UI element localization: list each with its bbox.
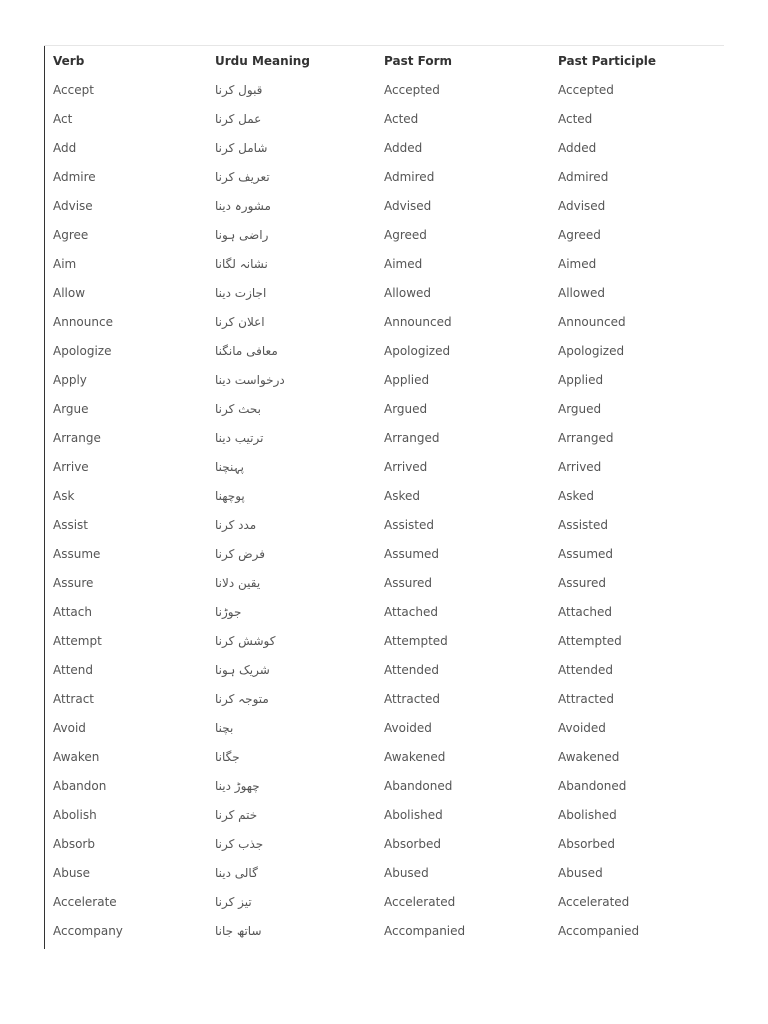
urdu-text: پوچھنا xyxy=(215,488,245,503)
cell-urdu-meaning xyxy=(215,423,384,452)
table-row xyxy=(53,510,718,539)
table-row xyxy=(53,858,718,887)
urdu-text: معافی مانگنا xyxy=(215,343,278,358)
urdu-text: قبول کرنا xyxy=(215,82,263,97)
cell-past-form: Asked xyxy=(384,488,420,503)
urdu-text: کوشش کرنا xyxy=(215,633,276,648)
table-row xyxy=(53,539,718,568)
cell-past-participle: Asked xyxy=(558,488,594,503)
cell-past-form: Assumed xyxy=(384,546,440,561)
table-row xyxy=(53,104,718,133)
table-row xyxy=(53,133,718,162)
cell-urdu-meaning xyxy=(215,829,384,858)
cell-verb: Abandon xyxy=(53,778,107,793)
cell-urdu-meaning xyxy=(215,568,384,597)
cell-verb: Announce xyxy=(53,314,113,329)
cell-past-form: Announced xyxy=(384,314,452,329)
cell-verb: Accelerate xyxy=(53,894,117,909)
urdu-text: ختم کرنا xyxy=(215,807,258,822)
table-row xyxy=(53,771,718,800)
cell-urdu-meaning xyxy=(215,104,384,133)
urdu-text: جگانا xyxy=(215,749,240,764)
cell-verb: Add xyxy=(53,140,77,155)
cell-past-participle: Abolished xyxy=(558,807,617,822)
cell-past-form: Attempted xyxy=(384,633,448,648)
cell-urdu-meaning xyxy=(215,510,384,539)
cell-urdu-meaning xyxy=(215,307,384,336)
table-row xyxy=(53,655,718,684)
header-verb: Verb xyxy=(53,53,85,68)
cell-verb: Ask xyxy=(53,488,75,503)
cell-past-form: Attracted xyxy=(384,691,440,706)
table-row xyxy=(53,394,718,423)
cell-verb: Advise xyxy=(53,198,93,213)
cell-urdu-meaning xyxy=(215,249,384,278)
cell-verb: Apologize xyxy=(53,343,112,358)
cell-urdu-meaning xyxy=(215,481,384,510)
cell-past-form: Awakened xyxy=(384,749,446,764)
cell-past-form: Added xyxy=(384,140,423,155)
cell-verb: Aim xyxy=(53,256,77,271)
cell-past-participle: Attracted xyxy=(558,691,614,706)
cell-past-form: Accompanied xyxy=(384,923,466,938)
cell-urdu-meaning xyxy=(215,336,384,365)
cell-past-form: Apologized xyxy=(384,343,451,358)
cell-urdu-meaning xyxy=(215,916,384,945)
table-row xyxy=(53,684,718,713)
cell-urdu-meaning xyxy=(215,220,384,249)
verb-forms-table xyxy=(53,46,718,945)
cell-past-participle: Awakened xyxy=(558,749,620,764)
cell-urdu-meaning xyxy=(215,133,384,162)
cell-verb: Accept xyxy=(53,82,94,97)
cell-urdu-meaning xyxy=(215,800,384,829)
urdu-text: مشورہ دینا xyxy=(215,198,271,213)
cell-past-form: Absorbed xyxy=(384,836,441,851)
cell-verb: Avoid xyxy=(53,720,86,735)
cell-past-participle: Acted xyxy=(558,111,593,126)
table-row xyxy=(53,336,718,365)
urdu-text: تیز کرنا xyxy=(215,894,252,909)
cell-verb: Awaken xyxy=(53,749,100,764)
urdu-text: چھوڑ دینا xyxy=(215,778,260,793)
cell-past-form: Aimed xyxy=(384,256,423,271)
urdu-text: جوڑنا xyxy=(215,604,242,619)
cell-verb: Argue xyxy=(53,401,89,416)
cell-past-form: Avoided xyxy=(384,720,432,735)
header-past-form: Past Form xyxy=(384,53,453,68)
cell-verb: Arrive xyxy=(53,459,89,474)
urdu-text: متوجہ کرنا xyxy=(215,691,269,706)
table-row xyxy=(53,713,718,742)
cell-past-participle: Abandoned xyxy=(558,778,627,793)
cell-verb: Act xyxy=(53,111,73,126)
cell-urdu-meaning xyxy=(215,684,384,713)
cell-verb: Absorb xyxy=(53,836,95,851)
cell-urdu-meaning xyxy=(215,452,384,481)
cell-past-participle: Accelerated xyxy=(558,894,630,909)
cell-urdu-meaning xyxy=(215,713,384,742)
table-row xyxy=(53,887,718,916)
header-urdu-meaning: Urdu Meaning xyxy=(215,53,310,68)
table-row xyxy=(53,75,718,104)
urdu-text: درخواست دینا xyxy=(215,372,285,387)
cell-past-form: Accelerated xyxy=(384,894,456,909)
cell-past-form: Attended xyxy=(384,662,440,677)
urdu-text: تعریف کرنا xyxy=(215,169,270,184)
cell-verb: Agree xyxy=(53,227,89,242)
cell-past-form: Argued xyxy=(384,401,428,416)
cell-past-form: Acted xyxy=(384,111,419,126)
table-row xyxy=(53,423,718,452)
cell-verb: Allow xyxy=(53,285,86,300)
table-row xyxy=(53,597,718,626)
cell-urdu-meaning xyxy=(215,858,384,887)
cell-past-form: Applied xyxy=(384,372,430,387)
cell-urdu-meaning xyxy=(215,75,384,104)
cell-past-participle: Admired xyxy=(558,169,609,184)
header-past-participle: Past Participle xyxy=(558,53,657,68)
cell-past-participle: Added xyxy=(558,140,597,155)
cell-past-participle: Allowed xyxy=(558,285,606,300)
table-row xyxy=(53,220,718,249)
table-row xyxy=(53,916,718,945)
cell-urdu-meaning xyxy=(215,626,384,655)
cell-past-participle: Accepted xyxy=(558,82,614,97)
urdu-text: نشانہ لگانا xyxy=(215,256,268,271)
cell-past-participle: Aimed xyxy=(558,256,597,271)
cell-verb: Attend xyxy=(53,662,94,677)
cell-verb: Admire xyxy=(53,169,96,184)
urdu-text: عمل کرنا xyxy=(215,111,262,126)
cell-past-participle: Arranged xyxy=(558,430,614,445)
urdu-text: اعلان کرنا xyxy=(215,314,265,329)
cell-urdu-meaning xyxy=(215,771,384,800)
table-row xyxy=(53,365,718,394)
cell-past-participle: Assumed xyxy=(558,546,614,561)
header-row xyxy=(53,46,718,75)
cell-past-participle: Applied xyxy=(558,372,604,387)
urdu-text: شریک ہونا xyxy=(215,662,270,677)
cell-past-participle: Advised xyxy=(558,198,606,213)
cell-verb: Arrange xyxy=(53,430,101,445)
urdu-text: اجازت دینا xyxy=(215,285,267,300)
cell-past-participle: Avoided xyxy=(558,720,606,735)
cell-past-participle: Attempted xyxy=(558,633,622,648)
cell-urdu-meaning xyxy=(215,887,384,916)
cell-urdu-meaning xyxy=(215,365,384,394)
cell-urdu-meaning xyxy=(215,278,384,307)
cell-verb: Accompany xyxy=(53,923,123,938)
table-row xyxy=(53,191,718,220)
cell-past-form: Abused xyxy=(384,865,429,880)
cell-past-form: Agreed xyxy=(384,227,427,242)
cell-verb: Attach xyxy=(53,604,92,619)
table-row xyxy=(53,626,718,655)
cell-past-form: Attached xyxy=(384,604,438,619)
urdu-text: ساتھ جانا xyxy=(215,923,262,938)
table-row xyxy=(53,162,718,191)
cell-past-participle: Assured xyxy=(558,575,606,590)
cell-past-form: Arranged xyxy=(384,430,440,445)
urdu-text: پہنچنا xyxy=(215,459,245,474)
cell-past-participle: Announced xyxy=(558,314,626,329)
cell-past-form: Abandoned xyxy=(384,778,453,793)
table-row xyxy=(53,249,718,278)
cell-urdu-meaning xyxy=(215,597,384,626)
cell-past-form: Assisted xyxy=(384,517,435,532)
cell-past-participle: Arrived xyxy=(558,459,602,474)
cell-verb: Attempt xyxy=(53,633,102,648)
urdu-text: فرض کرنا xyxy=(215,546,266,561)
cell-past-form: Abolished xyxy=(384,807,443,822)
cell-past-participle: Attended xyxy=(558,662,614,677)
cell-verb: Assure xyxy=(53,575,94,590)
table-row xyxy=(53,452,718,481)
cell-past-participle: Agreed xyxy=(558,227,601,242)
urdu-text: ترتیب دینا xyxy=(215,430,264,445)
cell-urdu-meaning xyxy=(215,191,384,220)
left-border xyxy=(44,45,45,949)
cell-past-participle: Apologized xyxy=(558,343,625,358)
cell-urdu-meaning xyxy=(215,655,384,684)
cell-past-participle: Abused xyxy=(558,865,603,880)
urdu-text: گالی دینا xyxy=(215,865,258,880)
cell-urdu-meaning xyxy=(215,162,384,191)
cell-verb: Abolish xyxy=(53,807,97,822)
table-row xyxy=(53,829,718,858)
cell-past-participle: Absorbed xyxy=(558,836,615,851)
cell-past-form: Assured xyxy=(384,575,432,590)
cell-past-form: Advised xyxy=(384,198,432,213)
cell-verb: Abuse xyxy=(53,865,91,880)
cell-verb: Attract xyxy=(53,691,94,706)
table-body xyxy=(53,75,718,945)
cell-past-participle: Attached xyxy=(558,604,612,619)
table-row xyxy=(53,800,718,829)
cell-urdu-meaning xyxy=(215,394,384,423)
table-row xyxy=(53,742,718,771)
cell-urdu-meaning xyxy=(215,742,384,771)
cell-past-participle: Argued xyxy=(558,401,602,416)
cell-past-form: Admired xyxy=(384,169,435,184)
table-row xyxy=(53,568,718,597)
urdu-text: بچنا xyxy=(215,720,234,735)
cell-verb: Apply xyxy=(53,372,87,387)
urdu-text: جذب کرنا xyxy=(215,836,264,851)
urdu-text: مدد کرنا xyxy=(215,517,257,532)
cell-urdu-meaning xyxy=(215,539,384,568)
cell-past-form: Arrived xyxy=(384,459,428,474)
table-row xyxy=(53,307,718,336)
urdu-text: بحث کرنا xyxy=(215,401,262,416)
cell-verb: Assume xyxy=(53,546,101,561)
urdu-text: شامل کرنا xyxy=(215,140,268,155)
cell-past-participle: Accompanied xyxy=(558,923,640,938)
urdu-text: راضی ہونا xyxy=(215,227,269,242)
cell-past-form: Allowed xyxy=(384,285,432,300)
cell-past-participle: Assisted xyxy=(558,517,609,532)
urdu-text: یقین دلانا xyxy=(215,575,261,590)
table-row xyxy=(53,278,718,307)
cell-verb: Assist xyxy=(53,517,89,532)
cell-past-form: Accepted xyxy=(384,82,440,97)
table-row xyxy=(53,481,718,510)
